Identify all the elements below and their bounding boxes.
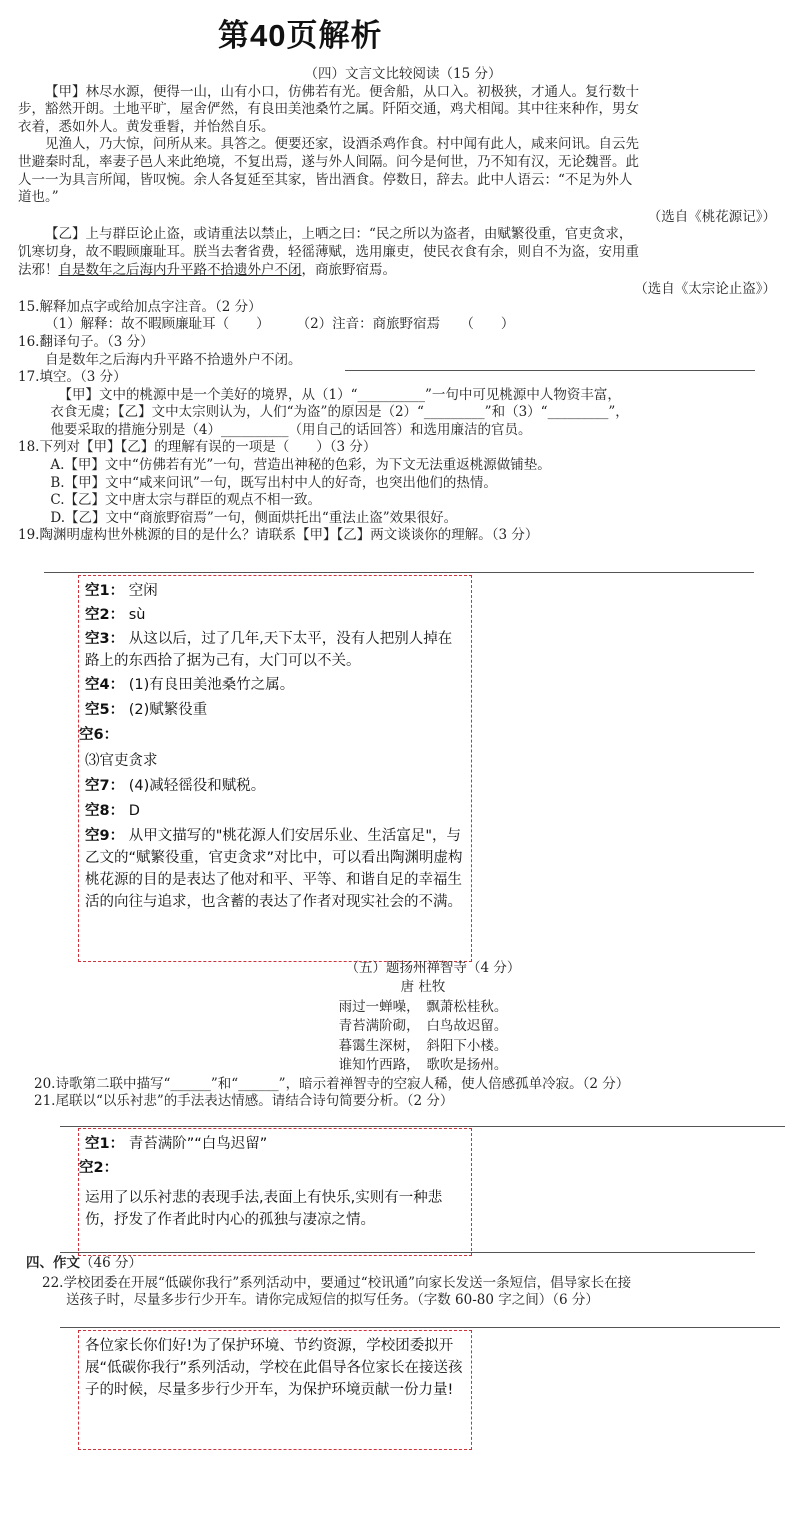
answer-text: 空闲	[128, 583, 158, 599]
question-16-sentence: 自是数年之后海内升平路不拾遗外户不闭。	[45, 351, 302, 368]
passage-source: （选自《桃花源记》）	[647, 208, 776, 225]
question-19: 19.陶渊明虚构世外桃源的目的是什么？请联系【甲】【乙】两文谈谈你的理解。（3 分）	[18, 527, 539, 544]
question-15-parts: （1）解释：故不暇顾廉耻耳（ ） （2）注音：商旅野宿焉 （ ）	[45, 316, 515, 333]
answer-text: (2)赋繁役重	[128, 702, 208, 718]
answer-line	[60, 1126, 785, 1127]
option-b: B.【甲】文中“咸来问讯”一句，既写出村中人的好奇，也突出他们的热情。	[50, 474, 497, 491]
answer-text: (1)有良田美池桑竹之属。	[128, 677, 295, 693]
passage-yi-line: 饥寒切身，故不暇顾廉耻耳。朕当去奢省费，轻徭薄赋，选用廉吏，使民衣食有余，则自不为盗，安用重	[18, 243, 639, 260]
answer-text: 从这以后，过了几年,天下太平，没有人把别人掉在路上的东西拾了据为己有，大门可以不关。	[85, 631, 453, 669]
option-a: A.【甲】文中“仿佛若有光”一句，营造出神秘的色彩，为下文无法重返桃源做铺垫。	[50, 457, 551, 474]
answer-line	[44, 572, 754, 573]
passage-jia-line: 步，豁然开朗。土地平旷，屋舍俨然，有良田美池桑竹之属。阡陌交通，鸡犬相闻。其中往来种作，男女	[18, 101, 639, 118]
answer-row	[79, 825, 471, 913]
answer-row	[79, 750, 471, 772]
answer-label: 空9：	[85, 828, 125, 844]
poem-line: 暮霭生深树， 斜阳下小楼。	[338, 1037, 508, 1054]
section-divider	[60, 1252, 755, 1253]
answer-label: 空5：	[85, 702, 125, 718]
poem-line: 雨过一蝉噪， 飘萧松桂秋。	[338, 998, 508, 1015]
answer-line	[345, 370, 755, 371]
passage-jia-line: 衣着，悉如外人。黄发垂髫，并怡然自乐。	[18, 118, 275, 135]
passage-jia-line: 【甲】林尽水源，便得一山，山有小口，仿佛若有光。便舍船，从口入。初极狭，才通人。复行数十	[45, 83, 639, 100]
answer-text: ⑶官吏贪求	[85, 753, 158, 769]
option-c: C.【乙】文中唐太宗与群臣的观点不相一致。	[50, 492, 322, 509]
passage-source: （选自《太宗论止盗》）	[634, 281, 776, 298]
option-d: D.【乙】文中“商旅野宿焉”一句，侧面烘托出“重法止盗”效果很好。	[50, 509, 458, 526]
answer-row	[79, 699, 471, 721]
poem-line: 谁知竹西路， 歌吹是扬州。	[338, 1057, 508, 1073]
answer-row	[79, 775, 471, 797]
section-heading: （四）文言文比较阅读（15 分）	[304, 66, 502, 82]
essay-heading: 四、作文	[26, 1255, 80, 1271]
answer-label: 空4：	[85, 677, 125, 693]
answer-row	[79, 1157, 471, 1179]
answer-row	[79, 580, 471, 602]
question-18: 18.下列对【甲】【乙】的理解有误的一项是（ ）（3 分）	[18, 439, 377, 456]
answer-text: D	[128, 803, 140, 819]
underlined-sentence: 自是数年之后海内升平路不拾遗外户不闭	[58, 261, 302, 278]
answer-label: 空3：	[85, 631, 125, 647]
answer-text: 青苔满阶”“白鸟迟留”	[128, 1136, 268, 1152]
answer-label: 空2：	[79, 1160, 119, 1176]
answer-row	[79, 1133, 471, 1155]
answer-label: 空2：	[85, 607, 125, 623]
poem	[18, 978, 788, 1076]
poem-line: 青苔满阶砌， 白鸟故迟留。	[338, 1018, 508, 1034]
answer-row	[79, 800, 471, 822]
answer-label: 空1：	[85, 583, 125, 599]
answer-text: sù	[128, 607, 146, 623]
passage-jia-line: 人一一为具言所闻，皆叹惋。余人各复延至其家，皆出酒食。停数日，辞去。此中人语云：“不足为外人	[18, 171, 633, 188]
answer-text: 运用了以乐衬悲的表现手法,表面上有快乐,实则有一种悲伤，抒发了作者此时内心的孤独与凄凉之情。	[85, 1190, 443, 1228]
poem-author: 唐 杜牧	[400, 979, 446, 995]
passage-jia-line: 世避秦时乱，率妻子邑人来此绝境，不复出焉，遂与外人间隔。问今是何世，乃不知有汉，无论魏晋。此	[18, 153, 639, 170]
answer-row	[79, 628, 471, 672]
answer-line	[60, 1327, 780, 1328]
answer-text: 各位家长你们好!为了保护环境、节约资源，学校团委拟开展“低碳你我行”系列活动，学校在此倡导各位家长在接送孩子的时候，尽量多步行少开车，为保护环境贡献一份力量!	[85, 1338, 463, 1398]
section-heading: （五）题扬州禅智寺（4 分）	[345, 960, 521, 976]
answer-label: 空8：	[85, 803, 125, 819]
answer-box-2	[78, 1128, 472, 1256]
question-22-line: 送孩子时，尽量多步行少开车。请你完成短信的拟写任务。（字数 60-80 字之间）（6 分）	[66, 1292, 599, 1309]
question-21: 21.尾联以“以乐衬悲”的手法表达情感。请结合诗句简要分析。（2 分）	[34, 1093, 454, 1110]
answer-text: (4)减轻徭役和赋税。	[128, 778, 266, 794]
answer-box-1	[78, 575, 472, 962]
essay-points: （46 分）	[80, 1255, 142, 1271]
essay-heading-row	[26, 1255, 786, 1273]
answer-box-3	[78, 1330, 472, 1450]
answer-label: 空7：	[85, 778, 125, 794]
question-15: 15.解释加点字或给加点字注音。（2 分）	[18, 298, 262, 315]
answer-label: 空1：	[85, 1136, 125, 1152]
answer-text: 从甲文描写的"桃花源人们安居乐业、生活富足"，与乙文的“赋繁役重，官吏贪求”对比中，可以看出陶渊明虚构桃花源的目的是表达了他对和平、平等、和谐自足的幸福生活的向往与追求，也含蓄的表达了作者对现实社会的不满。	[85, 828, 463, 910]
passage-text: ，商旅野宿焉。	[301, 261, 396, 278]
question-17-line: 他要采取的措施分别是（4）__________（用自己的话回答）和选用廉洁的官员。	[50, 421, 532, 438]
passage-yi-line	[18, 262, 788, 280]
question-22-line: 22.学校团委在开展“低碳你我行”系列活动中，要通过“校讯通”向家长发送一条短信，倡导家长在接	[42, 1274, 632, 1291]
question-20: 20.诗歌第二联中描写“______”和“______”，暗示着禅智寺的空寂人稀，使人倍感孤单冷寂。（2 分）	[34, 1075, 630, 1092]
question-17-line: 【甲】文中的桃源中是一个美好的境界，从（1）“__________”一句中可见桃源中人物资丰富，	[58, 386, 621, 403]
answer-row	[79, 724, 471, 746]
question-16: 16.翻译句子。（3 分）	[18, 333, 154, 350]
question-section-5	[18, 958, 788, 1111]
answer-row	[79, 1187, 471, 1231]
question-17: 17.填空。（3 分）	[18, 369, 127, 386]
page-title: 第40页解析	[218, 18, 383, 53]
passage-jia-line: 见渔人，乃大惊，问所从来。具答之。便要还家，设酒杀鸡作食。村中闻有此人，咸来问讯。自云先	[45, 136, 639, 153]
passage-yi-line: 【乙】上与群臣论止盗，或请重法以禁止，上哂之曰：“民之所以为盗者，由赋繁役重，官吏贪求，	[45, 226, 633, 243]
question-17-line: 衣食无虞；【乙】文中太宗则认为，人们“为盗”的原因是（2）“_________”和（3）“_________”，	[50, 404, 629, 421]
answer-row	[79, 674, 471, 696]
question-section-4	[18, 66, 788, 545]
passage-text: 法邪！	[18, 261, 59, 278]
answer-row	[79, 604, 471, 626]
answer-label: 空6：	[79, 727, 119, 743]
passage-jia-line: 道也。”	[18, 189, 59, 206]
question-section-essay	[26, 1255, 786, 1310]
